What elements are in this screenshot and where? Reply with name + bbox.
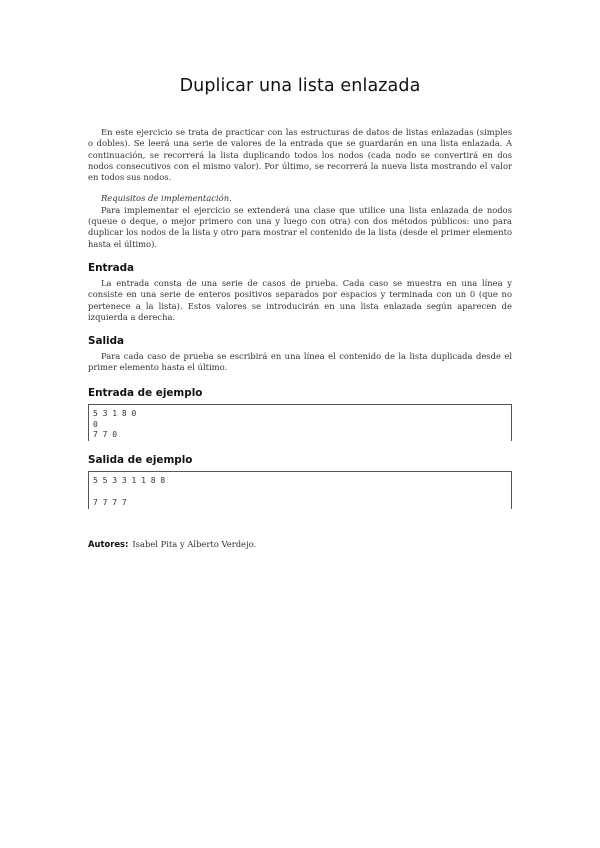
input-description: La entrada consta de una serie de casos de prueba. Cada caso se muestra en una línea y consiste en una serie de enteros positivos separados por espacios y terminada con un 0 (que no pertenece a la lista). Estos valores se introducirán en una lista enlazada según aparecen de izquierda a derecha. [88, 277, 512, 322]
authors-names: Isabel Pita y Alberto Verdejo. [132, 538, 257, 549]
sample-input-box [88, 404, 512, 441]
sample-input-line: 5 3 1 8 0 [93, 408, 137, 418]
page-title: Duplicar una lista enlazada [179, 76, 421, 96]
sample-input-heading: Entrada de ejemplo [88, 386, 203, 399]
sample-input-line: 0 [93, 419, 98, 429]
sample-input-line: 7 7 0 [93, 430, 118, 440]
authors-line [88, 539, 512, 549]
sample-output-box [88, 471, 512, 508]
sample-output-line: 7 7 7 7 [93, 497, 127, 507]
output-heading: Salida [88, 335, 125, 348]
document-body [88, 127, 512, 549]
output-description: Para cada caso de prueba se escribirá en una línea el contenido de la lista duplicada desde el primer elemento hasta el último. [88, 351, 512, 373]
requirements-heading: Requisitos de implementación. [101, 193, 232, 204]
sample-output-line [93, 487, 507, 498]
input-heading: Entrada [88, 261, 135, 274]
sample-output-heading: Salida de ejemplo [88, 454, 193, 467]
intro-paragraph: En este ejercicio se trata de practicar con las estructuras de datos de listas enlazadas (simples o dobles). Se leerá una serie de valores de la entrada que se guardarán en una lista enlazada. A continuación, se recorrerá la lista duplicando todos los nodos (cada nodo se convertirá en dos nodos consecutivos con el mismo valor). Por último, se recorrerá la nueva lista mostrando el valor en todos sus nodos. [88, 127, 512, 183]
requirements-text: Para implementar el ejercicio se extenderá una clase que utilice una lista enlazada de nodos (queue o deque, o mejor primero con una y luego con otra) con dos métodos públicos: uno para duplicar los nodos de la lista y otro para mostrar el contenido de la lista (desde el primer elemento hasta el último). [88, 204, 512, 249]
sample-output-line: 5 5 3 3 1 1 8 8 [93, 476, 166, 486]
authors-label: Autores: [88, 538, 129, 549]
requirements-paragraph [88, 193, 512, 204]
